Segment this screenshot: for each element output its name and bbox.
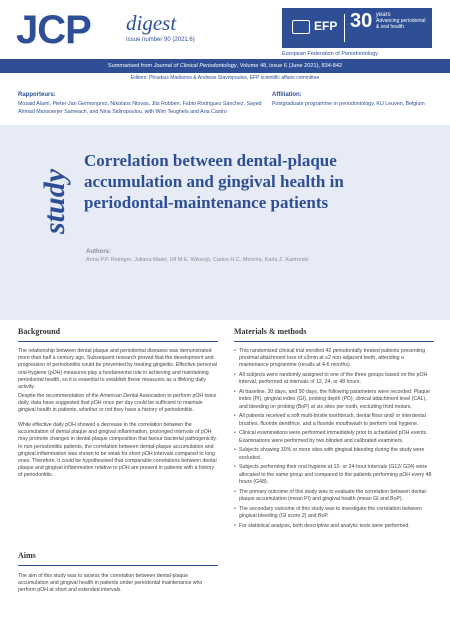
rapporteurs-heading: Rapporteurs:	[18, 92, 56, 98]
federation-name: European Federation of Periodontology	[282, 51, 379, 57]
methods-item: • At baseline, 30 days, and 90 days, the following parameters were recorded: Plaque index (PI), gingival index (GI), probing depth (PD), clinical attachment level (CAL), and bleeding on probing (BoP) at six sites per tooth, excluding third molars.	[234, 389, 434, 411]
summary-journal: Journal of Clinical Periodontology	[153, 63, 237, 69]
methods-item: • All subjects were randomly assigned to one of the three groups based on the pOH interval, performed at intervals of 12, 24, or 48 hours.	[234, 372, 434, 386]
anniversary-number: 30	[350, 10, 373, 32]
authors-text: Anna P.P. Reiniger, Juliana Maier, Ulf M.E. Wikesjö, Carlos H.C. Moreira, Karla Z. Kantorski	[86, 257, 309, 263]
study-label	[34, 148, 74, 238]
digest-logo-text: digest	[126, 11, 177, 35]
issue-number: Issue number 90 (2021.6)	[126, 37, 195, 43]
summary-banner	[0, 59, 450, 73]
background-para-1: The relationship between dental plaque and periodontal diseases was demonstrated more than half a century ago. Subsequent research proved that the development and progression of periodontitis could be prevented by treating gingivitis. Effective personal oral-hygiene (pOH) measures play a fundamental role in achieving and maintaining periodontal health, so it is essential to establish these measures as a lifelong daily activity.	[18, 348, 217, 391]
aims-heading: Aims	[18, 551, 36, 560]
background-para-3: While effective daily pOH showed a decrease in the correlation between the accumulation of dental plaque and gingival inflammation, prolonged intervals of pOH may promote changes in dental-plaque composition that favour bacterial pathogenicity. In non-periodontitis patients, the correlation between dental-plaque accumulation and gingival inflammation was shown to be weak for short pOH intervals compared to long ones. Therefore, it could be hypothesised that comparable correlations between dental plaque and gingival inflammation relative to pOH are present in patients with a history of periodontitis.	[18, 422, 217, 479]
methods-list	[234, 348, 434, 532]
aims-text: The aim of this study was to assess the correlation between dental-plaque accumulation and gingival health in patients under periodontal maintenance who perform pOH at short and extended intervals.	[18, 573, 203, 594]
study-label-text: study	[38, 168, 71, 234]
background-para-2: Despite the recommendation of the American Dental Association to perform pOH twice daily, data have suggested that pOH once per day could be sufficient to maintain gingival health in patients, whether or not they have a history of periodontitis.	[18, 393, 217, 414]
methods-item: • This randomised clinical trial enrolled 42 periodontally treated patients presenting proximal attachment loss of ≥3mm at ≥2 non-adjacent teeth, attending a maintenance programme (recalls at 4-6 months).	[234, 348, 434, 370]
affiliation-heading: Affiliation:	[272, 92, 302, 98]
summary-prefix: Summarised from	[107, 63, 154, 69]
rapporteurs-text: Mosaid Alami, Pieter-Jan Germonprez, Nikolaos Ntovas, Jits Robben, Fabio Rodriguez Sánchez, Sayed Ahmad Mansoerjer Sameach, and Nina Sidiropoulou, with Wim Teughels and Ana Castro	[18, 101, 262, 115]
anniversary-tagline	[376, 12, 426, 30]
affiliation-text: Postgraduate programme in periodontology, KU Leuven, Belgium	[272, 101, 425, 107]
background-rule	[18, 341, 218, 342]
methods-item: • The primary outcome of this study was to evaluate the correlation between dental-plaque accumulation (mean PI) and gingival health (mean GI and BoP).	[234, 489, 434, 503]
methods-item: • Subjects showing 30% or more sites with gingival bleeding during the study were excluded.	[234, 447, 434, 461]
methods-item: • All patients received a soft multi-bristle toothbrush, dental floss and/ or interdental brushes, fluoride dentifrice, and a fluoride mouthwash to perform oral hygiene.	[234, 413, 434, 427]
background-heading: Background	[18, 327, 61, 336]
efp-logo-icon	[292, 20, 310, 34]
page-title: Correlation between dental-plaque accumulation and gingival health in periodontal-maintenance patients	[84, 151, 344, 212]
authors-heading: Authors:	[86, 249, 111, 255]
anniversary-word: years	[376, 12, 391, 18]
aims-rule	[18, 565, 218, 566]
methods-rule	[234, 341, 434, 342]
methods-heading: Materials & methods	[234, 327, 307, 336]
jcp-logo: JCP	[16, 8, 91, 52]
summary-suffix: , Volume 48, issue 6 (June 2021), 834-842	[236, 63, 343, 69]
methods-item: • The secondary outcome of this study was to investigate the correlation between gingival bleeding (GI score 2) and BoP.	[234, 506, 434, 520]
efp-logo-text: EFP	[314, 19, 338, 33]
methods-item: • Subjects performing their oral hygiene at 12- or 24-hour intervals (G12/ G24) were allocated to the same group and compared to the patients performing pOH every 48 hours (G48).	[234, 464, 434, 486]
editors-line: Editors: Phoebus Madianos & Andreas Stavropoulos, EFP scientific affairs committee	[130, 75, 320, 81]
anniversary-tag: Advancing periodontal & oral health	[376, 18, 426, 30]
methods-item: • Clinical examinations were performed immediately prior to scheduled pOH events. Examinations were performed by two blinded and calibrated examiners.	[234, 430, 434, 444]
methods-item: • For statistical analysis, both descriptive and analytic tests were performed.	[234, 523, 434, 530]
efp-divider	[344, 14, 345, 42]
